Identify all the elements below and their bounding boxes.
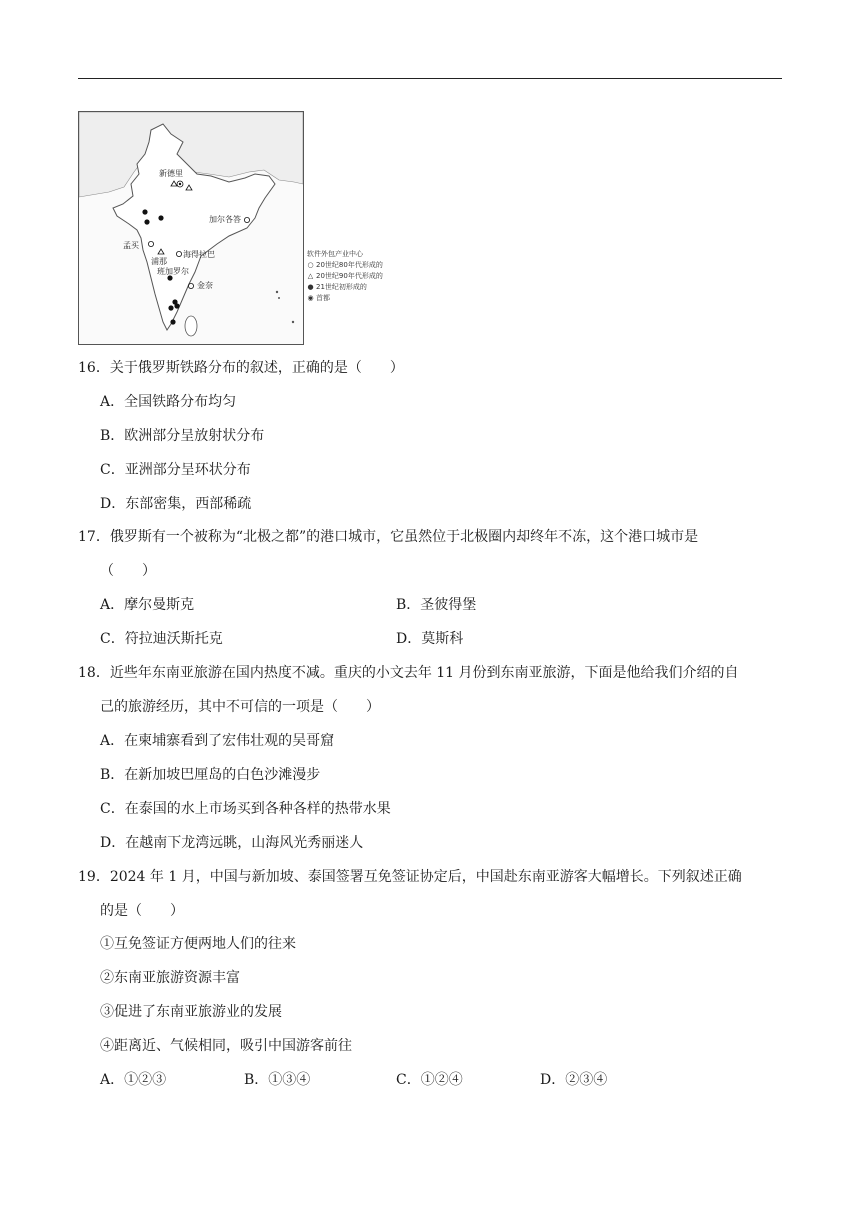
dot-icon	[158, 215, 163, 220]
sri-lanka	[185, 316, 197, 336]
q16-option-b: B．欧洲部分呈放射状分布	[100, 428, 265, 444]
question-19-stem: 19．2024 年 1 月，中国与新加坡、泰国签署互免签证协定后，中国赴东南亚游客大幅增长。下列叙述正确	[78, 869, 742, 885]
dot-icon: ●	[307, 283, 314, 291]
capital-icon: ◉	[307, 294, 314, 302]
dot-icon	[168, 305, 173, 310]
dot-icon	[170, 319, 175, 324]
legend-title: 软件外包产业中心	[307, 250, 363, 258]
q18-option-d: D．在越南下龙湾远眺，山海风光秀丽迷人	[100, 835, 364, 851]
q17-option-b: B．圣彼得堡	[396, 597, 477, 613]
q19-statement-4: ④距离近、气候相同，吸引中国游客前往	[100, 1038, 352, 1054]
label-hyderabad: 海得拉巴	[183, 250, 215, 259]
dot-icon	[174, 303, 179, 308]
label-bangalore: 班加罗尔	[157, 267, 189, 276]
q17-option-d: D．莫斯科	[396, 631, 464, 647]
label-kolkata: 加尔各答	[209, 215, 241, 224]
map-legend	[307, 249, 383, 304]
q19-option-c: C．①②④	[396, 1072, 463, 1088]
q17-option-c: C．符拉迪沃斯托克	[100, 631, 223, 647]
question-18-stem-cont: 己的旅游经历，其中不可信的一项是（ ）	[100, 699, 380, 715]
dot-icon	[144, 219, 149, 224]
label-chennai: 金奈	[197, 281, 213, 290]
q17-option-a: A．摩尔曼斯克	[100, 597, 195, 613]
q16-option-d: D．东部密集，西部稀疏	[100, 496, 252, 512]
india-map	[79, 112, 303, 344]
legend-item: ● 21世纪初形成的	[307, 283, 367, 291]
question-17-stem: 17．俄罗斯有一个被称为“北极之都”的港口城市，它虽然位于北极圈内却终年不冻，这个港口城市是	[78, 529, 699, 545]
label-pune: 浦那	[151, 257, 167, 266]
q19-statement-3: ③促进了东南亚旅游业的发展	[100, 1004, 282, 1020]
question-19-stem-cont: 的是（ ）	[100, 903, 184, 919]
q16-option-c: C．亚洲部分呈环状分布	[100, 462, 251, 478]
q19-option-b: B．①③④	[244, 1072, 311, 1088]
circle-icon: ○	[307, 261, 314, 269]
q19-option-d: D．②③④	[540, 1072, 608, 1088]
label-new-delhi: 新德里	[159, 169, 183, 178]
q18-option-b: B．在新加坡巴厘岛的白色沙滩漫步	[100, 767, 321, 783]
legend-item: △ 20世纪90年代形成的	[307, 272, 383, 280]
q18-option-a: A．在柬埔寨看到了宏伟壮观的吴哥窟	[100, 733, 335, 749]
question-17-stem-cont: （ ）	[100, 563, 156, 579]
dot-icon	[167, 275, 172, 280]
q19-statement-1: ①互免签证方便两地人们的往来	[100, 936, 296, 952]
india-map-figure	[78, 111, 304, 345]
q19-option-a: A．①②③	[100, 1072, 167, 1088]
label-mumbai: 孟买	[123, 241, 139, 250]
dot-icon	[142, 209, 147, 214]
q18-option-c: C．在泰国的水上市场买到各种各样的热带水果	[100, 801, 391, 817]
q19-statement-2: ②东南亚旅游资源丰富	[100, 970, 240, 986]
question-18-stem: 18．近些年东南亚旅游在国内热度不减。重庆的小文去年 11 月份到东南亚旅游，下面是他给我们介绍的自	[78, 665, 739, 681]
question-16-stem: 16．关于俄罗斯铁路分布的叙述，正确的是（ ）	[78, 360, 404, 376]
q16-option-a: A．全国铁路分布均匀	[100, 394, 237, 410]
header-rule	[78, 78, 782, 79]
chennai-circle-icon	[188, 283, 193, 288]
legend-item: ◉ 首都	[307, 294, 330, 302]
triangle-icon: △	[307, 272, 314, 280]
legend-item: ○ 20世纪80年代形成的	[307, 261, 383, 269]
